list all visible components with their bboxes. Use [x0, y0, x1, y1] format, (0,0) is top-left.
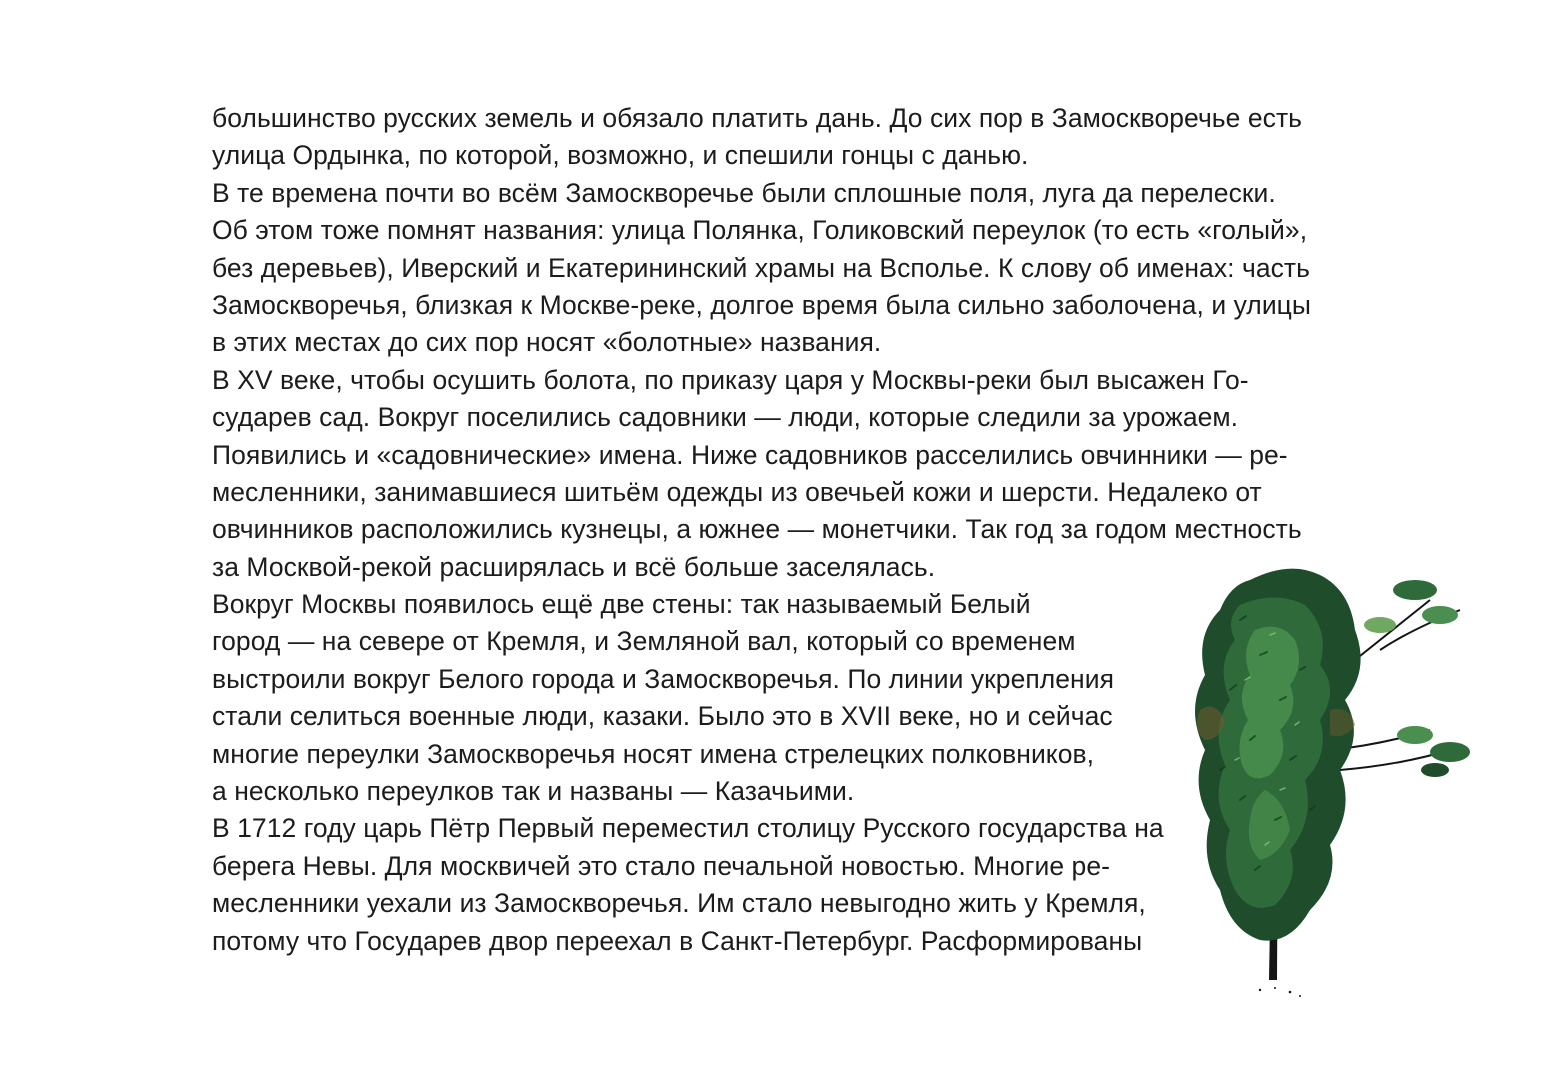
- tree-foliage: [1195, 569, 1361, 941]
- text-line: потому что Государев двор переехал в Санкт-Петербург. Расформированы: [212, 925, 1143, 956]
- text-line: Вокруг Москвы появилось ещё две стены: так называемый Белый: [212, 589, 1031, 620]
- ground-specks: [1259, 987, 1301, 997]
- text-line: Замоскворечья, близкая к Москве-реке, долгое время была сильно заболочена, и улицы: [212, 289, 1311, 320]
- text-line: а несколько переулков так и названы — Казачьими.: [212, 776, 855, 807]
- text-line: многие переулки Замоскворечья носят имена стрелецких полковников,: [212, 738, 1095, 769]
- text-line: большинство русских земель и обязало платить дань. До сих пор в Замоскворечье есть: [212, 103, 1302, 133]
- text-line: сударев сад. Вокруг поселились садовники — люди, которые следили за урожаем.: [212, 402, 1239, 433]
- text-line: за Москвой-рекой расширялась и всё больше заселялась.: [212, 551, 936, 582]
- text-line: выстроили вокруг Белого города и Замоскворечья. По линии укрепления: [212, 663, 1114, 694]
- text-line: берега Невы. Для москвичей это стало печальной новостью. Многие ре-: [212, 850, 1110, 881]
- text-line: месленники уехали из Замоскворечья. Им стало невыгодно жить у Кремля,: [212, 888, 1146, 919]
- text-line: Появились и «садовнические» имена. Ниже садовников расселились овчинники — ре-: [212, 439, 1288, 470]
- text-line: без деревьев), Иверский и Екатерининский храмы на Всполье. К слову об именах: часть: [212, 252, 1310, 283]
- text-line: В XV веке, чтобы осушить болота, по приказу царя у Москвы-реки был высажен Го-: [212, 364, 1249, 395]
- text-line: В 1712 году царь Пётр Первый переместил столицу Русского государства на: [212, 813, 1164, 844]
- text-line: стали селиться военные люди, казаки. Было это в XVII веке, но и сейчас: [212, 701, 1113, 732]
- text-line: В те времена почти во всём Замоскворечье были сплошные поля, луга да перелески.: [212, 177, 1276, 208]
- text-line: месленники, занимавшиеся шитьём одежды из овечьей кожи и шерсти. Недалеко от: [212, 476, 1262, 507]
- text-line: овчинников расположились кузнецы, а южнее — монетчики. Так год за годом местность: [212, 514, 1302, 545]
- text-line: Об этом тоже помнят названия: улица Полянка, Голиковский переулок (то есть «голый»,: [212, 215, 1308, 246]
- text-line: город — на севере от Кремля, и Земляной вал, который со временем: [212, 626, 1076, 657]
- text-line: в этих местах до сих пор носят «болотные» названия.: [212, 327, 882, 358]
- tree-illustration-icon: [1180, 560, 1480, 1010]
- text-line: улица Ордынка, по которой, возможно, и спешили гонцы с данью.: [212, 140, 1029, 171]
